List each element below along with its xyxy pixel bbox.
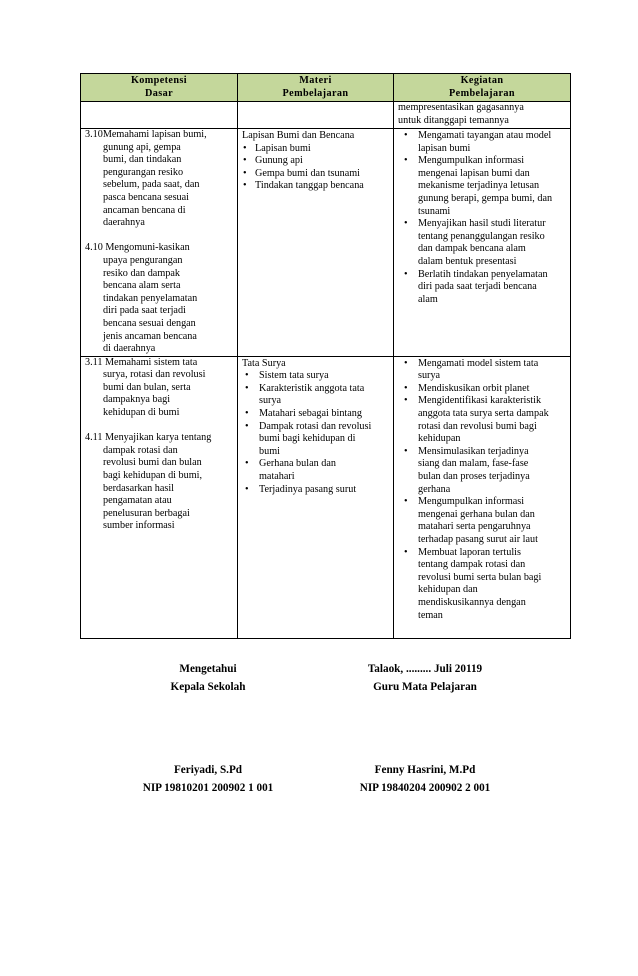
materi-list-item bbox=[242, 484, 391, 497]
kegiatan-list-item bbox=[398, 383, 568, 396]
header-kompetensi-dasar: Kompetensi Dasar bbox=[81, 74, 238, 102]
table-header-row bbox=[81, 74, 571, 102]
kegiatan-line: Mengamati model sistem tata bbox=[418, 357, 539, 369]
kegiatan-list bbox=[398, 130, 568, 306]
kegiatan-line: lapisan bumi bbox=[418, 142, 471, 154]
kompetensi-line: di daerahnya bbox=[103, 343, 156, 355]
bullet-icon: • bbox=[404, 496, 408, 508]
kegiatan-line: dan dampak bencana alam bbox=[418, 243, 526, 255]
kegiatan-line: tentang dampak rotasi dan bbox=[418, 559, 526, 571]
kegiatan-line: matahari serta pengaruhnya bbox=[418, 521, 531, 533]
kompetensi-item bbox=[85, 432, 235, 533]
kegiatan-line: mendiskusikannya dengan bbox=[418, 596, 526, 608]
cell-empty bbox=[81, 102, 238, 129]
bullet-icon: • bbox=[404, 382, 408, 394]
kegiatan-line: anggota tata surya serta dampak bbox=[418, 408, 549, 420]
cell-kegiatan-continuation: mempresentasikan gagasannya untuk ditanggapi temannya bbox=[394, 102, 571, 129]
place-date-label: Talaok, ......... Juli 20119 bbox=[367, 663, 483, 675]
materi-line: bumi bagi kehidupan di bbox=[259, 433, 356, 445]
kegiatan-line: mengenai lapisan bumi dan bbox=[418, 167, 530, 179]
kompetensi-line: dampaknya bagi bbox=[103, 394, 171, 406]
signatory-nip: NIP 19840204 200902 2 001 bbox=[359, 782, 491, 794]
kegiatan-line: teman bbox=[418, 609, 443, 621]
cell-kompetensi bbox=[81, 356, 238, 638]
signatory-name: Feriyadi, S.Pd bbox=[173, 764, 243, 776]
kompetensi-line: ancaman bencana di bbox=[103, 204, 186, 216]
kegiatan-line: rotasi dan revolusi bumi bagi bbox=[418, 420, 537, 432]
kegiatan-list-item bbox=[398, 269, 568, 307]
materi-line: Dampak rotasi dan revolusi bbox=[259, 420, 372, 432]
materi-title: Lapisan Bumi dan Bencana bbox=[242, 130, 355, 141]
materi-line: Tindakan tanggap bencana bbox=[255, 180, 364, 192]
materi-line: bumi bbox=[259, 445, 280, 457]
kompetensi-line: resiko dan dampak bbox=[103, 267, 180, 279]
mengetahui-label: Mengetahui bbox=[179, 663, 237, 675]
kegiatan-list-item bbox=[398, 446, 568, 496]
materi-line: Matahari sebagai bintang bbox=[259, 408, 362, 420]
bullet-icon: • bbox=[404, 357, 408, 369]
bullet-icon: • bbox=[243, 167, 247, 179]
cell-materi bbox=[238, 129, 394, 357]
learning-plan-table bbox=[80, 73, 571, 639]
kompetensi-line: penelusuran berbagai bbox=[103, 507, 190, 519]
kegiatan-line: alam bbox=[418, 293, 438, 305]
materi-line: Terjadinya pasang surut bbox=[259, 483, 357, 495]
kompetensi-line: dampak rotasi dan bbox=[103, 444, 178, 456]
kompetensi-item bbox=[85, 357, 235, 420]
kegiatan-line: diri pada saat terjadi bencana bbox=[418, 281, 537, 293]
signatory-nip: NIP 19810201 200902 1 001 bbox=[142, 782, 274, 794]
signature-block-left bbox=[118, 660, 298, 696]
bullet-icon: • bbox=[243, 155, 247, 167]
materi-list-item bbox=[242, 168, 391, 181]
kegiatan-list-item bbox=[398, 155, 568, 218]
kegiatan-line: surya bbox=[418, 370, 441, 382]
kegiatan-line: mengenai gerhana bulan dan bbox=[418, 508, 535, 520]
materi-list-item bbox=[242, 155, 391, 168]
kegiatan-line: Berlatih tindakan penyelamatan bbox=[418, 268, 548, 280]
kepala-sekolah-label: Kepala Sekolah bbox=[170, 681, 246, 693]
kegiatan-line: Mengumpulkan informasi bbox=[418, 155, 525, 167]
kompetensi-line: pengamatan atau bbox=[103, 495, 172, 507]
bullet-icon: • bbox=[245, 408, 249, 420]
kegiatan-line: tentang penanggulangan resiko bbox=[418, 230, 545, 242]
kegiatan-line: Mendiskusikan orbit planet bbox=[418, 382, 530, 394]
signatory-name: Fenny Hasrini, M.Pd bbox=[374, 764, 476, 776]
kompetensi-line: gunung api, gempa bbox=[103, 141, 181, 153]
kegiatan-list-item bbox=[398, 218, 568, 268]
kompetensi-line: sumber informasi bbox=[103, 520, 175, 532]
kegiatan-list-item bbox=[398, 547, 568, 623]
kompetensi-item bbox=[85, 129, 235, 230]
kompetensi-line: daerahnya bbox=[103, 217, 145, 229]
kegiatan-line: siang dan malam, fase-fase bbox=[418, 458, 529, 470]
kompetensi-line: pasca bencana sesuai bbox=[103, 191, 189, 203]
kompetensi-line: revolusi bumi dan bulan bbox=[103, 457, 202, 469]
signatory-right bbox=[330, 761, 520, 797]
bullet-icon: • bbox=[245, 420, 249, 432]
kompetensi-line: 3.11 Memahami sistem tata bbox=[85, 356, 198, 368]
bullet-icon: • bbox=[404, 268, 408, 280]
signatory-left bbox=[118, 761, 298, 797]
kegiatan-line: revolusi bumi serta bulan bagi bbox=[418, 571, 542, 583]
guru-mapel-label: Guru Mata Pelajaran bbox=[373, 681, 477, 693]
kegiatan-line: bulan dan proses terjadinya bbox=[418, 471, 530, 483]
kompetensi-line: tindakan penyelamatan bbox=[103, 292, 198, 304]
materi-list-item bbox=[242, 370, 391, 383]
bullet-icon: • bbox=[245, 382, 249, 394]
materi-list bbox=[242, 370, 391, 496]
kegiatan-list-item bbox=[398, 395, 568, 445]
materi-list-item bbox=[242, 383, 391, 408]
materi-title: Tata Surya bbox=[242, 357, 286, 369]
kompetensi-line: bagi kehidupan di bumi, bbox=[103, 470, 203, 482]
kompetensi-line: pengurangan resiko bbox=[103, 166, 184, 178]
kompetensi-line: berdasarkan hasil bbox=[103, 482, 174, 494]
kompetensi-line: surya, rotasi dan revolusi bbox=[103, 369, 206, 381]
kegiatan-list-item bbox=[398, 358, 568, 383]
materi-line: Gempa bumi dan tsunami bbox=[255, 167, 360, 179]
kompetensi-line: jenis ancaman bencana bbox=[103, 330, 197, 342]
materi-list-item bbox=[242, 421, 391, 459]
kegiatan-line: Mengumpulkan informasi bbox=[418, 496, 525, 508]
kegiatan-line: kehidupan dan bbox=[418, 584, 478, 596]
kompetensi-line: diri pada saat terjadi bbox=[103, 305, 186, 317]
bullet-icon: • bbox=[404, 155, 408, 167]
kompetensi-line: kehidupan di bumi bbox=[103, 407, 180, 419]
header-materi-pembelajaran: Materi Pembelajaran bbox=[238, 74, 394, 102]
signature-block-right bbox=[330, 660, 520, 696]
kegiatan-line: gerhana bbox=[418, 483, 451, 495]
materi-line: Lapisan bumi bbox=[255, 142, 311, 154]
bullet-icon: • bbox=[404, 395, 408, 407]
materi-line: Gerhana bulan dan bbox=[259, 458, 336, 470]
kegiatan-line: dalam bentuk presentasi bbox=[418, 255, 517, 267]
kegiatan-line: Mensimulasikan terjadinya bbox=[418, 445, 529, 457]
kompetensi-line: sebelum, pada saat, dan bbox=[103, 179, 200, 191]
cell-kompetensi bbox=[81, 129, 238, 357]
bullet-icon: • bbox=[245, 483, 249, 495]
header-kegiatan-pembelajaran: Kegiatan Pembelajaran bbox=[394, 74, 571, 102]
kegiatan-list bbox=[398, 358, 568, 622]
materi-line: Karakteristik anggota tata bbox=[259, 382, 365, 394]
materi-list-item bbox=[242, 143, 391, 156]
cell-kegiatan bbox=[394, 129, 571, 357]
kompetensi-line: 4.11 Menyajikan karya tentang bbox=[85, 432, 212, 444]
kompetensi-line: bencana sesuai dengan bbox=[103, 317, 196, 329]
kompetensi-line: bumi, dan tindakan bbox=[103, 154, 182, 166]
kegiatan-line: Mengamati tayangan atau model bbox=[418, 130, 552, 141]
kegiatan-line: tsunami bbox=[418, 205, 451, 217]
materi-list bbox=[242, 143, 391, 193]
kegiatan-line: kehidupan bbox=[418, 433, 461, 445]
cell-materi bbox=[238, 356, 394, 638]
materi-line: surya bbox=[259, 395, 282, 407]
kompetensi-item bbox=[85, 242, 235, 355]
kompetensi-line: bumi dan bulan, serta bbox=[103, 381, 191, 393]
kompetensi-line: upaya pengurangan bbox=[103, 254, 183, 266]
bullet-icon: • bbox=[245, 370, 249, 382]
bullet-icon: • bbox=[404, 546, 408, 558]
kegiatan-line: Menyajikan hasil studi literatur bbox=[418, 218, 546, 230]
materi-line: matahari bbox=[259, 471, 295, 483]
bullet-icon: • bbox=[404, 218, 408, 230]
kegiatan-line: terhadap pasang surut air laut bbox=[418, 534, 538, 545]
kegiatan-list-item bbox=[398, 130, 568, 155]
table-row-continuation bbox=[81, 102, 571, 129]
kegiatan-line: Mengidentifikasi karakteristik bbox=[418, 395, 542, 407]
kompetensi-line: 4.10 Mengomuni-kasikan bbox=[85, 242, 190, 254]
table-row bbox=[81, 356, 571, 638]
kegiatan-list-item bbox=[398, 496, 568, 546]
bullet-icon: • bbox=[245, 458, 249, 470]
cell-empty bbox=[238, 102, 394, 129]
bullet-icon: • bbox=[404, 445, 408, 457]
materi-list-item bbox=[242, 458, 391, 483]
kegiatan-line: Membuat laporan tertulis bbox=[418, 546, 521, 558]
materi-list-item bbox=[242, 408, 391, 421]
materi-list-item bbox=[242, 180, 391, 193]
bullet-icon: • bbox=[243, 180, 247, 192]
materi-line: Gunung api bbox=[255, 155, 303, 167]
materi-line: Sistem tata surya bbox=[259, 370, 329, 382]
kompetensi-line: bencana alam serta bbox=[103, 280, 181, 292]
kompetensi-line: 3.10Memahami lapisan bumi, bbox=[85, 129, 207, 140]
bullet-icon: • bbox=[404, 130, 408, 141]
kegiatan-line: mekanisme terjadinya letusan bbox=[418, 180, 540, 192]
cell-kegiatan bbox=[394, 356, 571, 638]
table-row bbox=[81, 129, 571, 357]
bullet-icon: • bbox=[243, 142, 247, 154]
kegiatan-line: gunung berapi, gempa bumi, dan bbox=[418, 192, 553, 204]
